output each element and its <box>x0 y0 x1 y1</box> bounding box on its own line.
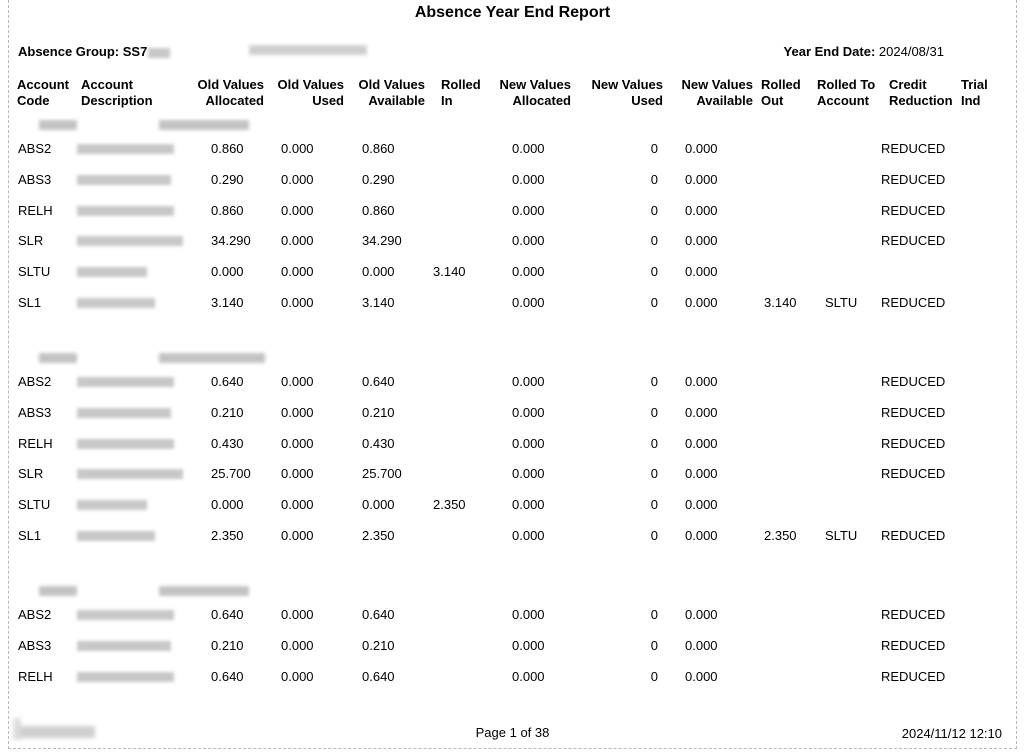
cell-new-allocated: 0.000 <box>512 141 545 156</box>
cell-credit-reduction: REDUCED <box>881 374 946 389</box>
cell-old-allocated: 25.700 <box>211 466 251 482</box>
cell-credit-reduction: REDUCED <box>881 607 946 622</box>
cell-old-used: 0.000 <box>281 374 314 389</box>
cell-new-allocated: 0.000 <box>512 374 545 389</box>
redacted-group-description <box>249 45 367 55</box>
cell-new-available: 0.000 <box>685 233 718 249</box>
cell-old-used: 0.000 <box>281 295 314 310</box>
cell-old-allocated: 0.210 <box>211 637 244 653</box>
cell-old-allocated: 0.860 <box>211 141 244 156</box>
cell-account-code: ABS3 <box>18 637 52 653</box>
page-number: Page 1 of 38 <box>475 725 550 740</box>
redacted-account-description <box>77 641 171 651</box>
cell-new-used: 0 <box>650 497 658 513</box>
cell-old-used: 0.000 <box>281 637 314 653</box>
cell-account-code: SLR <box>18 466 44 482</box>
cell-old-used: 0.000 <box>281 668 314 684</box>
cell-new-allocated: 0.000 <box>512 264 545 280</box>
cell-account-code: ABS3 <box>18 404 52 420</box>
cell-new-allocated: 0.000 <box>512 435 545 451</box>
cell-new-available: 0.000 <box>685 466 718 482</box>
cell-new-available: 0.000 <box>685 435 718 451</box>
cell-old-allocated: 0.000 <box>211 264 244 280</box>
cell-old-available: 34.290 <box>362 233 402 249</box>
cell-old-available: 25.700 <box>362 466 402 482</box>
cell-account-code: ABS2 <box>18 607 52 622</box>
redacted-account-description <box>77 267 147 277</box>
cell-new-allocated: 0.000 <box>512 202 545 218</box>
cell-old-available: 0.640 <box>362 668 395 684</box>
cell-new-available: 0.000 <box>685 528 718 543</box>
redacted-account-description <box>77 236 183 246</box>
redacted-account-description <box>77 531 155 541</box>
redacted-account-description <box>77 610 174 620</box>
cell-new-allocated: 0.000 <box>512 528 545 543</box>
cell-rolled-out: 3.140 <box>764 295 797 310</box>
col-new-used: New Values Used <box>591 77 663 108</box>
redacted-account-description <box>77 175 171 185</box>
cell-account-code: SL1 <box>18 295 42 310</box>
cell-old-available: 0.640 <box>362 374 395 389</box>
cell-old-used: 0.000 <box>281 141 314 156</box>
cell-rolled-to: SLTU <box>825 528 858 543</box>
cell-old-available: 0.860 <box>362 141 395 156</box>
cell-account-code: ABS2 <box>18 141 52 156</box>
cell-new-available: 0.000 <box>685 497 718 513</box>
cell-new-used: 0 <box>650 295 658 310</box>
redacted-account-description <box>77 144 174 154</box>
col-new-available: New Values Available <box>681 77 753 108</box>
cell-account-code: SLR <box>18 233 44 249</box>
cell-credit-reduction: REDUCED <box>881 637 946 653</box>
cell-old-used: 0.000 <box>281 404 314 420</box>
cell-old-allocated: 0.640 <box>211 374 244 389</box>
cell-account-code: SLTU <box>18 497 51 513</box>
col-rolled-out: Rolled Out <box>761 77 801 108</box>
redacted-account-description <box>77 500 147 510</box>
cell-new-used: 0 <box>650 404 658 420</box>
cell-account-code: SL1 <box>18 528 42 543</box>
cell-old-allocated: 0.860 <box>211 202 244 218</box>
cell-new-used: 0 <box>650 637 658 653</box>
cell-new-available: 0.000 <box>685 202 718 218</box>
redacted-employee-name <box>159 586 249 596</box>
cell-new-used: 0 <box>650 264 658 280</box>
cell-old-used: 0.000 <box>281 497 314 513</box>
cell-new-used: 0 <box>650 466 658 482</box>
cell-old-allocated: 0.430 <box>211 435 244 451</box>
col-trial-ind: Trial Ind <box>961 77 988 108</box>
cell-account-code: ABS3 <box>18 171 52 187</box>
cell-credit-reduction: REDUCED <box>881 404 946 420</box>
cell-old-used: 0.000 <box>281 233 314 249</box>
cell-new-available: 0.000 <box>685 141 718 156</box>
redacted-account-description <box>77 469 183 479</box>
redacted-account-description <box>77 298 155 308</box>
cell-new-allocated: 0.000 <box>512 607 545 622</box>
redacted-employee-name <box>159 120 249 130</box>
cell-new-available: 0.000 <box>685 295 718 310</box>
cell-credit-reduction: REDUCED <box>881 202 946 218</box>
redacted-account-description <box>77 377 174 387</box>
cell-old-available: 3.140 <box>362 295 395 310</box>
year-end-date <box>784 44 944 59</box>
absence-group <box>18 44 170 59</box>
col-new-allocated: New Values Allocated <box>499 77 571 108</box>
cell-credit-reduction: REDUCED <box>881 233 946 249</box>
cell-old-allocated: 3.140 <box>211 295 244 310</box>
col-old-used: Old Values Used <box>277 77 344 108</box>
cell-new-used: 0 <box>650 668 658 684</box>
cell-credit-reduction: REDUCED <box>881 295 946 310</box>
cell-credit-reduction: REDUCED <box>881 171 946 187</box>
cell-new-available: 0.000 <box>685 264 718 280</box>
redacted-account-description <box>77 206 174 216</box>
cell-old-used: 0.000 <box>281 435 314 451</box>
col-old-available: Old Values Available <box>358 77 425 108</box>
cell-new-used: 0 <box>650 141 658 156</box>
cell-old-available: 0.640 <box>362 607 395 622</box>
cell-old-used: 0.000 <box>281 171 314 187</box>
redacted-account-description <box>77 408 171 418</box>
cell-old-allocated: 0.290 <box>211 171 244 187</box>
col-old-allocated: Old Values Allocated <box>197 77 264 108</box>
cell-account-code: ABS2 <box>18 374 52 389</box>
cell-account-code: SLTU <box>18 264 51 280</box>
cell-new-allocated: 0.000 <box>512 233 545 249</box>
cell-new-used: 0 <box>650 607 658 622</box>
redacted-account-description <box>77 672 174 682</box>
cell-new-available: 0.000 <box>685 404 718 420</box>
cell-new-allocated: 0.000 <box>512 466 545 482</box>
cell-old-allocated: 0.640 <box>211 607 244 622</box>
cell-new-allocated: 0.000 <box>512 637 545 653</box>
cell-rolled-out: 2.350 <box>764 528 797 543</box>
year-end-value: 2024/08/31 <box>878 44 944 59</box>
cell-credit-reduction: REDUCED <box>881 466 946 482</box>
cell-new-used: 0 <box>650 233 658 249</box>
cell-old-allocated: 2.350 <box>211 528 244 543</box>
cell-rolled-in: 3.140 <box>433 264 466 280</box>
cell-new-used: 0 <box>650 528 658 543</box>
cell-old-used: 0.000 <box>281 202 314 218</box>
cell-old-allocated: 0.000 <box>211 497 244 513</box>
cell-credit-reduction: REDUCED <box>881 435 946 451</box>
cell-old-available: 0.430 <box>362 435 395 451</box>
cell-old-used: 0.000 <box>281 264 314 280</box>
report-page <box>8 0 1017 749</box>
col-rolled-in: Rolled In <box>441 77 481 108</box>
cell-old-allocated: 0.640 <box>211 668 244 684</box>
cell-old-used: 0.000 <box>281 528 314 543</box>
cell-account-code: RELH <box>18 668 53 684</box>
cell-account-code: RELH <box>18 435 53 451</box>
cell-new-allocated: 0.000 <box>512 404 545 420</box>
absence-group-value: SS7 <box>122 44 148 59</box>
redacted-employee-id <box>39 120 77 130</box>
cell-new-available: 0.000 <box>685 171 718 187</box>
col-account-code: Account Code <box>17 77 69 108</box>
redacted-employee-name <box>159 353 265 363</box>
redacted-text <box>148 48 170 58</box>
cell-old-allocated: 34.290 <box>211 233 251 249</box>
cell-rolled-in: 2.350 <box>433 497 466 513</box>
cell-old-available: 0.000 <box>362 264 395 280</box>
cell-old-available: 0.290 <box>362 171 395 187</box>
cell-new-allocated: 0.000 <box>512 295 545 310</box>
cell-credit-reduction: REDUCED <box>881 141 946 156</box>
cell-new-available: 0.000 <box>685 374 718 389</box>
redacted-account-description <box>77 439 174 449</box>
cell-new-allocated: 0.000 <box>512 668 545 684</box>
cell-new-used: 0 <box>650 171 658 187</box>
cell-old-available: 0.210 <box>362 404 395 420</box>
redacted-employee-id <box>39 586 77 596</box>
cell-new-available: 0.000 <box>685 668 718 684</box>
cell-account-code: RELH <box>18 202 53 218</box>
redacted-employee-id <box>39 353 77 363</box>
cell-credit-reduction: REDUCED <box>881 528 946 543</box>
cell-new-used: 0 <box>650 374 658 389</box>
cell-new-allocated: 0.000 <box>512 497 545 513</box>
cell-new-available: 0.000 <box>685 637 718 653</box>
print-datetime: 2024/11/12 12:10 <box>901 726 1002 741</box>
cell-old-used: 0.000 <box>281 466 314 482</box>
cell-old-used: 0.000 <box>281 607 314 622</box>
cell-rolled-to: SLTU <box>825 295 858 310</box>
cell-new-available: 0.000 <box>685 607 718 622</box>
cell-old-available: 0.000 <box>362 497 395 513</box>
cell-old-available: 0.860 <box>362 202 395 218</box>
cell-new-allocated: 0.000 <box>512 171 545 187</box>
year-end-label: Year End Date: <box>783 44 876 59</box>
col-account-description: Account Description <box>81 77 153 108</box>
col-credit-reduction: Credit Reduction <box>889 77 953 108</box>
col-rolled-to-account: Rolled To Account <box>817 77 876 108</box>
cell-old-allocated: 0.210 <box>211 404 244 420</box>
cell-credit-reduction: REDUCED <box>881 668 946 684</box>
absence-group-label: Absence Group: <box>18 44 120 59</box>
cell-old-available: 0.210 <box>362 637 395 653</box>
cell-new-used: 0 <box>650 202 658 218</box>
cell-old-available: 2.350 <box>362 528 395 543</box>
cell-new-used: 0 <box>650 435 658 451</box>
report-title: Absence Year End Report <box>414 4 611 21</box>
